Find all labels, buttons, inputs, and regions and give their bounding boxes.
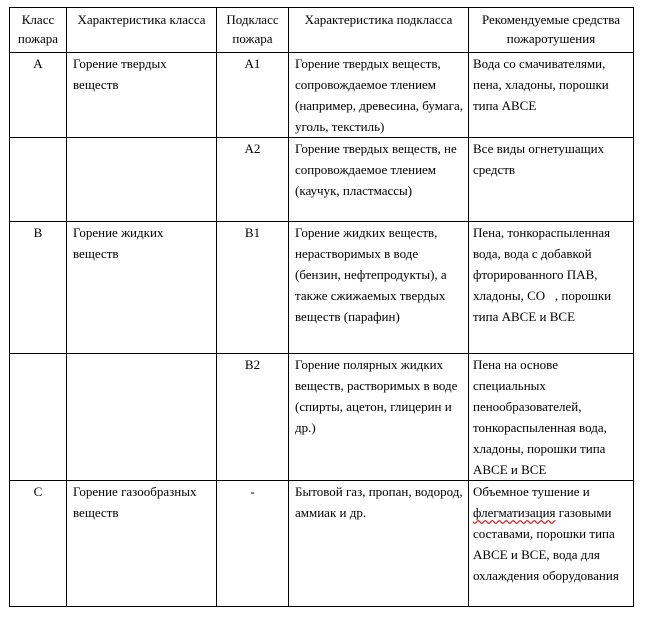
- cell-class-description: [67, 138, 217, 222]
- cell-class-description: Горение газообразных веществ: [67, 481, 217, 607]
- cell-fire-class: [10, 138, 67, 222]
- spellcheck-marked-word: флегматизация: [473, 505, 556, 520]
- cell-fire-class: A: [10, 53, 67, 138]
- cell-subclass: -: [217, 481, 289, 607]
- header-fire-class: Класс пожара: [10, 8, 67, 53]
- header-subclass-description: Характеристика подкласса: [289, 8, 469, 53]
- table-row: [10, 354, 634, 481]
- fire-classification-table: [9, 7, 634, 607]
- cell-extinguishing-means: Пена, тонкораспыленная вода, вода с добавкой фторированного ПАВ, хладоны, СО , порошки типа ABCE и BCE: [469, 222, 634, 354]
- cell-subclass: B2: [217, 354, 289, 481]
- table-header-row: [10, 8, 634, 53]
- table-row: [10, 138, 634, 222]
- cell-class-description: Горение жидких веществ: [67, 222, 217, 354]
- cell-subclass-description: Горение полярных жидких веществ, растворимых в воде (спирты, ацетон, глицерин и др.): [289, 354, 469, 481]
- cell-subclass: A1: [217, 53, 289, 138]
- cell-subclass-description: Горение жидких веществ, нерастворимых в воде (бензин, нефтепродукты), а также сжижаемых твердых веществ (парафин): [289, 222, 469, 354]
- cell-fire-class: C: [10, 481, 67, 607]
- header-subclass: Подкласс пожара: [217, 8, 289, 53]
- cell-extinguishing-means: Все виды огнетушащих средств: [469, 138, 634, 222]
- cell-subclass-description: Горение твердых веществ, сопровождаемое тлением (например, древесина, бумага, уголь, текстиль): [289, 53, 469, 138]
- header-class-description: Характеристика класса: [67, 8, 217, 53]
- table-row: [10, 53, 634, 138]
- cell-fire-class: B: [10, 222, 67, 354]
- table-row: [10, 481, 634, 607]
- cell-subclass-description: Горение твердых веществ, не сопровождаемое тлением (каучук, пластмассы): [289, 138, 469, 222]
- cell-extinguishing-means: Пена на основе специальных пенообразователей, тонкораспыленная вода, хладоны, порошки типа ABCE и BCE: [469, 354, 634, 481]
- cell-subclass: A2: [217, 138, 289, 222]
- means-text-before: Объемное тушение и: [473, 484, 590, 499]
- cell-subclass: B1: [217, 222, 289, 354]
- cell-subclass-description: Бытовой газ, пропан, водород, аммиак и др.: [289, 481, 469, 607]
- cell-extinguishing-means: Вода со смачивателями, пена, хладоны, порошки типа ABCE: [469, 53, 634, 138]
- header-extinguishing-means: Рекомендуемые средства пожаротушения: [469, 8, 634, 53]
- cell-fire-class: [10, 354, 67, 481]
- means-text-after: газовыми составами, порошки типа ABCE и BCE, вода для охлаждения оборудования: [473, 505, 619, 583]
- cell-class-description: [67, 354, 217, 481]
- cell-class-description: Горение твердых веществ: [67, 53, 217, 138]
- cell-extinguishing-means: [469, 481, 634, 607]
- table-row: [10, 222, 634, 354]
